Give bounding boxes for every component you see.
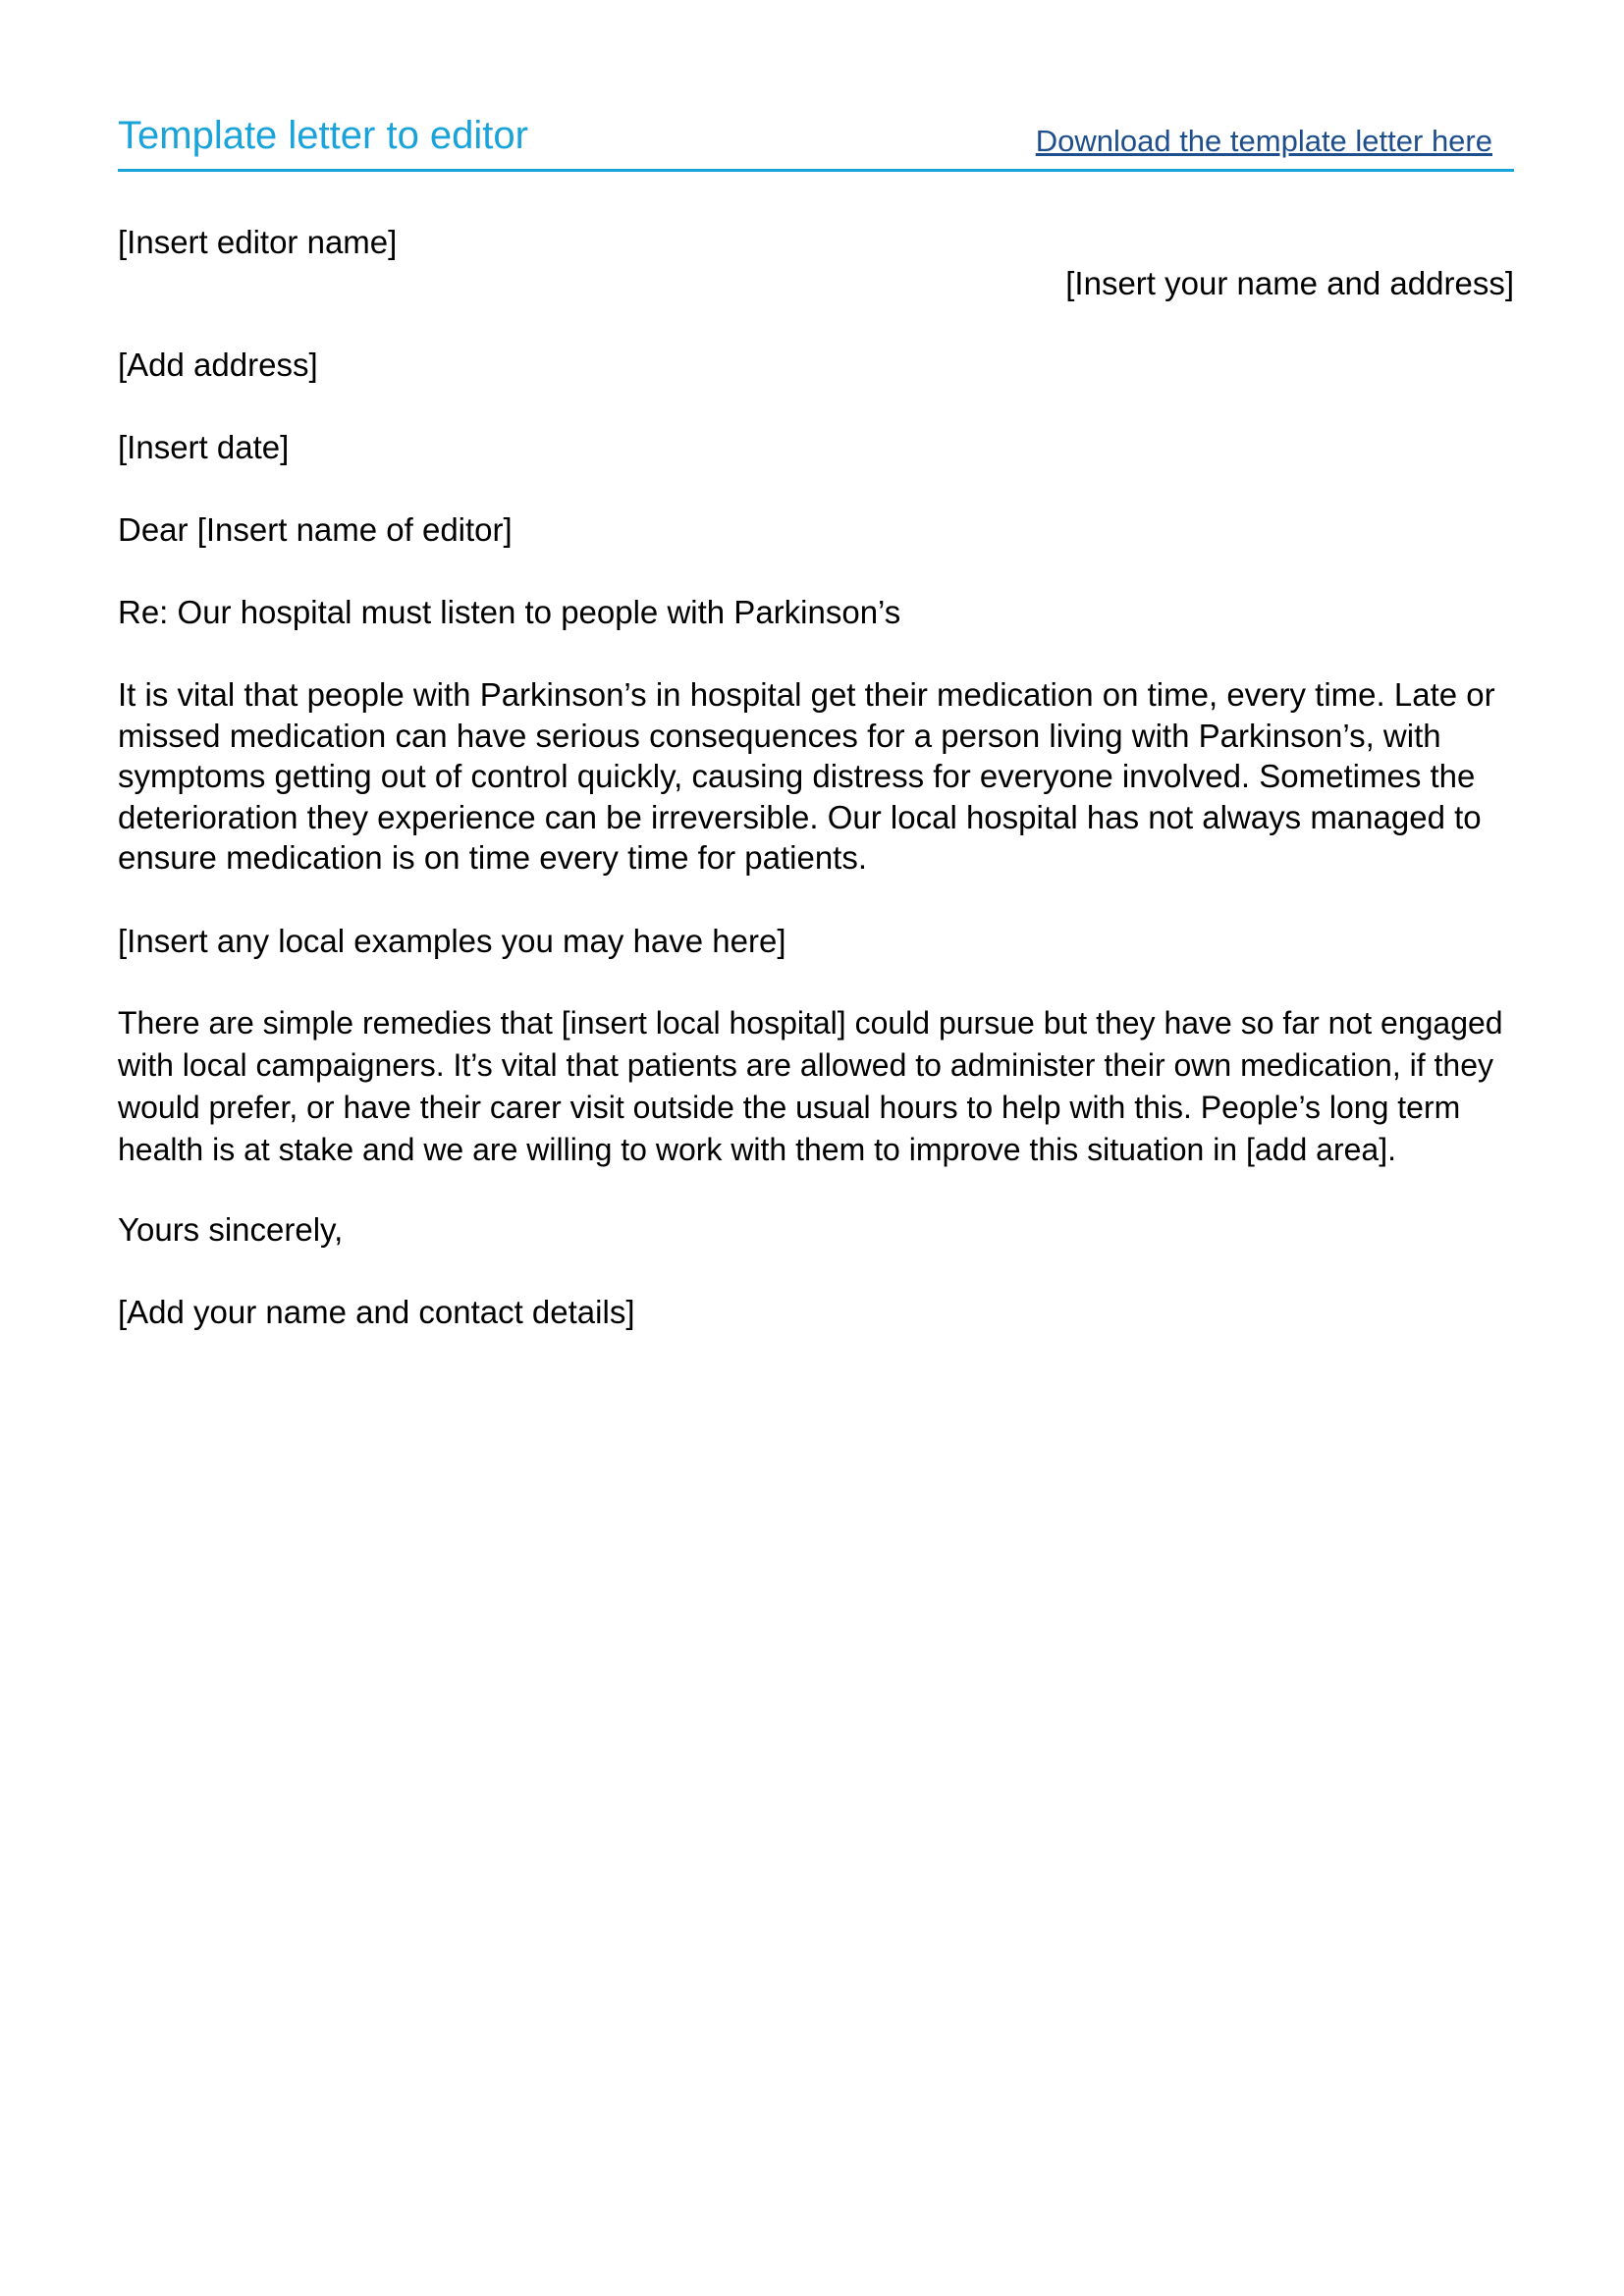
body-paragraph-2: There are simple remedies that [insert local hospital] could pursue but they have so far not engaged with local campaigners. It’s vital that patients are allowed to administer their own medication, if they would prefer, or have their carer visit outside the usual hours to help with this. People’s long term health is at stake and we are willing to work with them to improve this situation in [add area].	[118, 1005, 1503, 1167]
download-template-link[interactable]: Download the template letter here	[1035, 124, 1492, 158]
editor-name-placeholder: [Insert editor name]	[118, 224, 398, 260]
page-title: Template letter to editor	[118, 114, 528, 157]
closing: Yours sincerely,	[118, 1211, 344, 1248]
address-placeholder: [Add address]	[118, 347, 318, 383]
subject-line: Re: Our hospital must listen to people with Parkinson’s	[118, 594, 901, 630]
salutation: Dear [Insert name of editor]	[118, 511, 513, 548]
local-examples-placeholder: [Insert any local examples you may have here]	[118, 923, 786, 959]
sender-name-address-placeholder: [Insert your name and address]	[1065, 265, 1514, 301]
body-paragraph-1: It is vital that people with Parkinson’s in hospital get their medication on time, every time. Late or missed medication can have serious consequences for a person living with Parkinson’s, with symptoms getting out of control quickly, causing distress for everyone involved. Sometimes the deterioration they experience can be irreversible. Our local hospital has not always managed to ensure medication is on time every time for patients.	[118, 676, 1495, 877]
page-header	[118, 110, 1514, 172]
signature-placeholder: [Add your name and contact details]	[118, 1294, 635, 1330]
date-placeholder: [Insert date]	[118, 429, 290, 465]
